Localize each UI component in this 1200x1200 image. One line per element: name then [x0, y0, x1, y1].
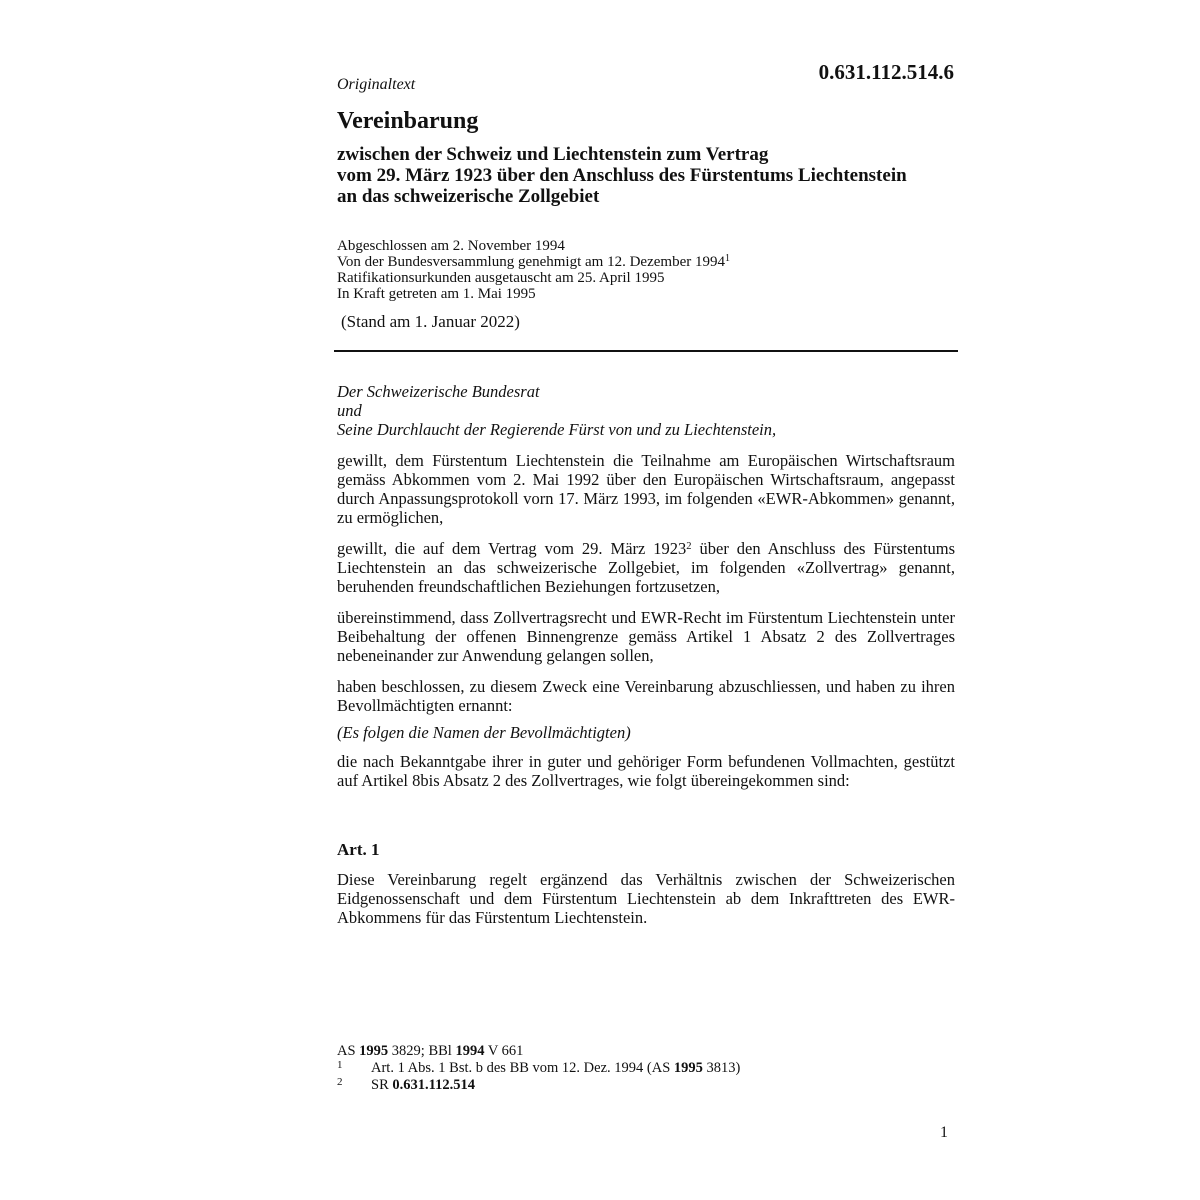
- source-year: 1995: [359, 1043, 389, 1059]
- horizontal-divider: [334, 350, 958, 352]
- source-text: AS: [337, 1043, 360, 1059]
- party-switzerland: Der Schweizerische Bundesrat: [337, 382, 540, 401]
- footnote-1: [337, 1060, 957, 1077]
- preamble-paragraph: die nach Bekanntgabe ihrer in guter und gehöriger Form befundenen Vollmachten, gestützt auf Artikel 8bis Absatz 2 des Zollvertrages, wie folgt übereingekommen sind:: [337, 752, 955, 790]
- footnote-ref-2[interactable]: 2: [686, 541, 692, 552]
- footnote-ref-1[interactable]: 1: [724, 253, 730, 264]
- preamble-paragraph: gewillt, dem Fürstentum Liechtenstein die Teilnahme am Europäischen Wirtschaftsraum gemäss Abkommen vom 2. Mai 1992 über den Europäischen Wirtschaftsraum, angepasst durch Anpassungsprotokoll vorn 17. März 1993, im folgenden «EWR-Abkommen» genannt, zu ermöglichen,: [337, 451, 955, 527]
- party-liechtenstein: Seine Durchlaucht der Regierende Fürst von und zu Liechtenstein,: [337, 420, 777, 439]
- document-metadata: [337, 238, 957, 302]
- in-force-date: In Kraft getreten am 1. Mai 1995: [337, 286, 536, 302]
- footnote-text-part: Art. 1 Abs. 1 Bst. b des BB vom 12. Dez. 1994 (AS: [371, 1060, 674, 1076]
- sr-number: 0.631.112.514.6: [818, 60, 954, 84]
- approval-text: Von der Bundesversammlung genehmigt am 12. Dezember 1994: [337, 254, 725, 270]
- ratification-date: Ratifikationsurkunden ausgetauscht am 25. April 1995: [337, 270, 665, 286]
- preamble-paragraph: haben beschlossen, zu diesem Zweck eine Vereinbarung abzuschliessen, und haben zu ihren Bevollmächtigten ernannt:: [337, 677, 955, 715]
- article-text: Diese Vereinbarung regelt ergänzend das Verhältnis zwischen der Schweizerischen Eidgenossenschaft und dem Fürstentum Liechtenstein ab dem Inkrafttreten des EWR-Abkommens für das Fürstentum Liechtenstein.: [337, 870, 955, 927]
- subtitle-line: zwischen der Schweiz und Liechtenstein zum Vertrag: [337, 144, 769, 165]
- footnote-text: [371, 1077, 475, 1094]
- article-heading: Art. 1: [337, 840, 380, 859]
- document-title: Vereinbarung: [337, 108, 479, 134]
- status-date: (Stand am 1. Januar 2022): [341, 312, 520, 331]
- footnote-text: [371, 1060, 740, 1077]
- footnote-2: [337, 1077, 957, 1094]
- source-year: 1994: [455, 1043, 485, 1059]
- subtitle-line: vom 29. März 1923 über den Anschluss des Fürstentums Liechtenstein: [337, 165, 907, 186]
- preamble-paragraph: übereinstimmend, dass Zollvertragsrecht und EWR-Recht im Fürstentum Liechtenstein unter Beibehaltung der offenen Binnengrenze gemäss Artikel 1 Absatz 2 des Zollvertrages nebeneinander zur Anwendung gelangen sollen,: [337, 608, 955, 665]
- preamble-text: gewillt, die auf dem Vertrag vom 29. März 1923: [337, 539, 687, 558]
- footnote-number: 2: [337, 1076, 343, 1088]
- subtitle-line: an das schweizerische Zollgebiet: [337, 186, 600, 207]
- preamble-paragraph: [337, 539, 955, 596]
- originaltext-label: Originaltext: [337, 76, 416, 93]
- document-subtitle: [337, 144, 957, 207]
- source-reference: [337, 1043, 957, 1060]
- page-number: 1: [940, 1124, 948, 1141]
- party-conjunction: und: [337, 401, 362, 420]
- approval-date: [337, 254, 957, 270]
- footnote-text-part: SR: [371, 1077, 393, 1093]
- footnote-sr-link[interactable]: 0.631.112.514: [392, 1077, 475, 1093]
- footnote-text-part: 3813): [702, 1060, 741, 1076]
- preamble-text: über den Anschluss des Fürstentums Liechtenstein an das schweizerische Zollgebiet, im folgenden «Zollvertrag» genannt, beruhenden freundschaftlichen Beziehungen fortzusetzen,: [337, 539, 955, 596]
- plenipotentiaries-note: (Es folgen die Namen der Bevollmächtigten): [337, 723, 631, 742]
- contracting-parties: [337, 382, 957, 439]
- footnote-number: 1: [337, 1059, 343, 1071]
- concluded-date: Abgeschlossen am 2. November 1994: [337, 238, 565, 254]
- source-text: V 661: [484, 1043, 524, 1059]
- footnotes: [337, 1043, 957, 1094]
- footnote-year: 1995: [673, 1060, 703, 1076]
- source-text: 3829; BBl: [388, 1043, 456, 1059]
